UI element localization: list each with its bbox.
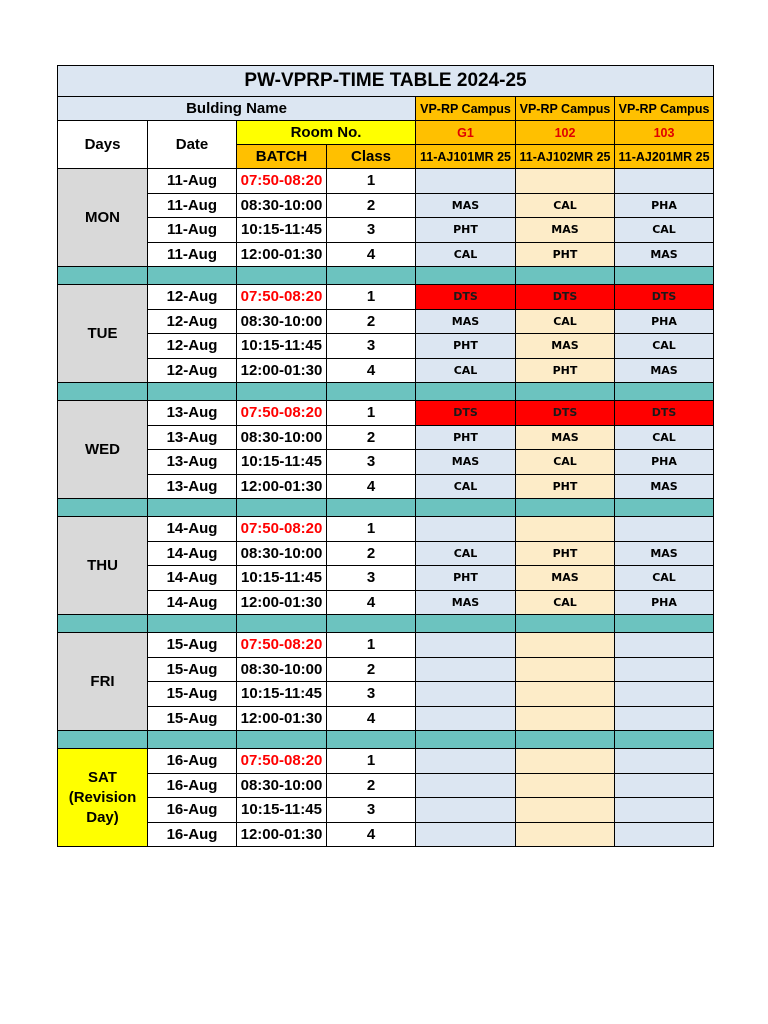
subject-cell: [416, 517, 516, 542]
campus-header: VP-RP Campus: [516, 97, 615, 121]
subject-cell: MAS: [416, 590, 516, 615]
day-name: TUE: [58, 285, 148, 383]
subject-cell: MAS: [516, 334, 615, 359]
subject-cell: DTS: [516, 285, 615, 310]
batch-code: 11-AJ201MR 25: [615, 145, 714, 169]
class-number-cell: 1: [327, 749, 416, 774]
date-cell: 12-Aug: [148, 334, 237, 359]
table-row: [58, 450, 714, 475]
time-slot-cell: 08:30-10:00: [237, 773, 327, 798]
table-row: [58, 242, 714, 267]
subject-cell: CAL: [615, 218, 714, 243]
time-slot-cell: 12:00-01:30: [237, 822, 327, 847]
batch-header: BATCH: [237, 145, 327, 169]
date-cell: 15-Aug: [148, 682, 237, 707]
day-name: THU: [58, 517, 148, 615]
subject-cell: [516, 657, 615, 682]
time-slot-cell: 10:15-11:45: [237, 334, 327, 359]
subject-cell: MAS: [516, 566, 615, 591]
time-slot-cell: 12:00-01:30: [237, 590, 327, 615]
separator-cell: [148, 499, 237, 517]
class-number-cell: 4: [327, 358, 416, 383]
separator-cell: [148, 383, 237, 401]
subject-cell: PHA: [615, 309, 714, 334]
subject-cell: MAS: [615, 358, 714, 383]
class-number-cell: 4: [327, 242, 416, 267]
subject-cell: [615, 749, 714, 774]
subject-cell: PHT: [516, 541, 615, 566]
subject-cell: DTS: [615, 401, 714, 426]
subject-cell: [615, 798, 714, 823]
separator-cell: [615, 267, 714, 285]
subject-cell: CAL: [516, 193, 615, 218]
class-number-cell: 1: [327, 633, 416, 658]
subject-cell: [516, 517, 615, 542]
subject-cell: CAL: [416, 358, 516, 383]
table-row: [58, 309, 714, 334]
subject-cell: CAL: [516, 450, 615, 475]
date-cell: 16-Aug: [148, 749, 237, 774]
table-row: [58, 517, 714, 542]
table-row: [58, 706, 714, 731]
subject-cell: [615, 773, 714, 798]
class-number-cell: 1: [327, 169, 416, 194]
date-cell: 11-Aug: [148, 242, 237, 267]
days-header: Days: [58, 121, 148, 169]
separator-cell: [516, 267, 615, 285]
subject-cell: CAL: [615, 566, 714, 591]
table-row: [58, 590, 714, 615]
time-slot-cell: 07:50-08:20: [237, 285, 327, 310]
subject-cell: DTS: [516, 401, 615, 426]
day-name: MON: [58, 169, 148, 267]
time-slot-cell: 10:15-11:45: [237, 450, 327, 475]
table-row: [58, 474, 714, 499]
table-row: [58, 425, 714, 450]
time-slot-cell: 08:30-10:00: [237, 309, 327, 334]
batch-code: 11-AJ102MR 25: [516, 145, 615, 169]
subject-cell: MAS: [615, 474, 714, 499]
class-number-cell: 3: [327, 450, 416, 475]
separator-cell: [416, 615, 516, 633]
separator-cell: [237, 267, 327, 285]
subject-cell: PHT: [416, 218, 516, 243]
subject-cell: CAL: [516, 590, 615, 615]
class-number-cell: 3: [327, 218, 416, 243]
separator-cell: [516, 499, 615, 517]
class-number-cell: 2: [327, 309, 416, 334]
subject-cell: MAS: [416, 193, 516, 218]
time-slot-cell: 10:15-11:45: [237, 682, 327, 707]
separator-cell: [237, 731, 327, 749]
campus-header: VP-RP Campus: [615, 97, 714, 121]
date-cell: 14-Aug: [148, 590, 237, 615]
date-cell: 14-Aug: [148, 566, 237, 591]
separator-cell: [327, 383, 416, 401]
separator-cell: [416, 499, 516, 517]
separator-cell: [148, 615, 237, 633]
table-row: [58, 285, 714, 310]
table-row: [58, 822, 714, 847]
time-slot-cell: 10:15-11:45: [237, 798, 327, 823]
subject-cell: MAS: [416, 309, 516, 334]
date-header: Date: [148, 121, 237, 169]
subject-cell: [615, 657, 714, 682]
separator-cell: [615, 383, 714, 401]
subject-cell: [416, 169, 516, 194]
date-cell: 11-Aug: [148, 169, 237, 194]
class-number-cell: 3: [327, 682, 416, 707]
separator-cell: [237, 615, 327, 633]
subject-cell: MAS: [615, 541, 714, 566]
campus-header: VP-RP Campus: [416, 97, 516, 121]
date-cell: 15-Aug: [148, 633, 237, 658]
class-number-cell: 3: [327, 798, 416, 823]
subject-cell: PHA: [615, 590, 714, 615]
date-cell: 16-Aug: [148, 773, 237, 798]
date-cell: 15-Aug: [148, 706, 237, 731]
class-number-cell: 1: [327, 285, 416, 310]
time-slot-cell: 07:50-08:20: [237, 517, 327, 542]
date-cell: 15-Aug: [148, 657, 237, 682]
day-name: FRI: [58, 633, 148, 731]
time-slot-cell: 10:15-11:45: [237, 218, 327, 243]
subject-cell: CAL: [615, 425, 714, 450]
subject-cell: PHT: [516, 474, 615, 499]
table-row: [58, 218, 714, 243]
subject-cell: [516, 169, 615, 194]
separator-cell: [516, 615, 615, 633]
table-row: [58, 334, 714, 359]
class-number-cell: 2: [327, 657, 416, 682]
day-separator: [58, 267, 714, 285]
class-number-cell: 2: [327, 773, 416, 798]
separator-cell: [416, 383, 516, 401]
subject-cell: DTS: [615, 285, 714, 310]
subject-cell: CAL: [615, 334, 714, 359]
separator-cell: [615, 615, 714, 633]
class-number-cell: 2: [327, 541, 416, 566]
day-separator: [58, 731, 714, 749]
subject-cell: PHA: [615, 193, 714, 218]
separator-cell: [516, 383, 615, 401]
subject-cell: PHT: [416, 566, 516, 591]
table-row: [58, 566, 714, 591]
table-row: [58, 401, 714, 426]
date-cell: 11-Aug: [148, 218, 237, 243]
table-row: [58, 773, 714, 798]
class-number-cell: 4: [327, 474, 416, 499]
subject-cell: [615, 822, 714, 847]
subject-cell: [416, 633, 516, 658]
time-slot-cell: 08:30-10:00: [237, 193, 327, 218]
subject-cell: CAL: [416, 242, 516, 267]
subject-cell: [516, 633, 615, 658]
timetable-body: [58, 169, 714, 847]
subject-cell: MAS: [516, 425, 615, 450]
table-row: [58, 749, 714, 774]
subject-cell: CAL: [416, 541, 516, 566]
room-code: G1: [416, 121, 516, 145]
class-number-cell: 3: [327, 566, 416, 591]
subject-cell: [516, 773, 615, 798]
time-slot-cell: 12:00-01:30: [237, 706, 327, 731]
time-slot-cell: 12:00-01:30: [237, 358, 327, 383]
table-row: [58, 633, 714, 658]
class-number-cell: 1: [327, 401, 416, 426]
subject-cell: [516, 682, 615, 707]
room-code: 103: [615, 121, 714, 145]
time-slot-cell: 07:50-08:20: [237, 401, 327, 426]
table-row: [58, 798, 714, 823]
class-number-cell: 2: [327, 425, 416, 450]
date-cell: 12-Aug: [148, 309, 237, 334]
class-number-cell: 3: [327, 334, 416, 359]
day-separator: [58, 383, 714, 401]
subject-cell: MAS: [416, 450, 516, 475]
separator-cell: [416, 267, 516, 285]
subject-cell: DTS: [416, 285, 516, 310]
separator-cell: [58, 267, 148, 285]
time-slot-cell: 12:00-01:30: [237, 474, 327, 499]
date-cell: 16-Aug: [148, 822, 237, 847]
subject-cell: [416, 749, 516, 774]
date-cell: 16-Aug: [148, 798, 237, 823]
time-slot-cell: 10:15-11:45: [237, 566, 327, 591]
subject-cell: PHT: [416, 425, 516, 450]
separator-cell: [148, 731, 237, 749]
subject-cell: [416, 682, 516, 707]
separator-cell: [327, 499, 416, 517]
table-row: [58, 657, 714, 682]
subject-cell: CAL: [416, 474, 516, 499]
subject-cell: [416, 798, 516, 823]
class-number-cell: 4: [327, 706, 416, 731]
date-cell: 13-Aug: [148, 401, 237, 426]
building-name-label: Bulding Name: [58, 97, 416, 121]
subject-cell: [416, 773, 516, 798]
date-cell: 12-Aug: [148, 285, 237, 310]
subject-cell: [615, 517, 714, 542]
day-name: SAT (Revision Day): [58, 749, 148, 847]
timetable: [57, 65, 714, 847]
subject-cell: PHT: [516, 358, 615, 383]
date-cell: 11-Aug: [148, 193, 237, 218]
subject-cell: [615, 706, 714, 731]
class-header: Class: [327, 145, 416, 169]
subject-cell: [615, 682, 714, 707]
subject-cell: [516, 749, 615, 774]
separator-cell: [237, 383, 327, 401]
date-cell: 12-Aug: [148, 358, 237, 383]
date-cell: 13-Aug: [148, 425, 237, 450]
table-row: [58, 358, 714, 383]
date-cell: 14-Aug: [148, 517, 237, 542]
separator-cell: [58, 731, 148, 749]
batch-code: 11-AJ101MR 25: [416, 145, 516, 169]
subject-cell: MAS: [516, 218, 615, 243]
subject-cell: PHT: [516, 242, 615, 267]
subject-cell: [615, 169, 714, 194]
subject-cell: [416, 706, 516, 731]
separator-cell: [327, 615, 416, 633]
date-cell: 13-Aug: [148, 474, 237, 499]
separator-cell: [327, 267, 416, 285]
class-number-cell: 1: [327, 517, 416, 542]
subject-cell: [516, 798, 615, 823]
room-no-header: Room No.: [237, 121, 416, 145]
class-number-cell: 4: [327, 590, 416, 615]
class-number-cell: 4: [327, 822, 416, 847]
table-row: [58, 193, 714, 218]
time-slot-cell: 12:00-01:30: [237, 242, 327, 267]
day-name: WED: [58, 401, 148, 499]
time-slot-cell: 08:30-10:00: [237, 657, 327, 682]
day-separator: [58, 499, 714, 517]
separator-cell: [615, 499, 714, 517]
separator-cell: [327, 731, 416, 749]
time-slot-cell: 07:50-08:20: [237, 749, 327, 774]
separator-cell: [58, 615, 148, 633]
separator-cell: [615, 731, 714, 749]
table-row: [58, 169, 714, 194]
subject-cell: PHT: [416, 334, 516, 359]
date-cell: 13-Aug: [148, 450, 237, 475]
time-slot-cell: 08:30-10:00: [237, 425, 327, 450]
separator-cell: [148, 267, 237, 285]
room-code: 102: [516, 121, 615, 145]
time-slot-cell: 08:30-10:00: [237, 541, 327, 566]
page-title: PW-VPRP-TIME TABLE 2024-25: [58, 66, 714, 97]
table-row: [58, 682, 714, 707]
class-number-cell: 2: [327, 193, 416, 218]
date-cell: 14-Aug: [148, 541, 237, 566]
separator-cell: [516, 731, 615, 749]
subject-cell: DTS: [416, 401, 516, 426]
subject-cell: MAS: [615, 242, 714, 267]
table-row: [58, 541, 714, 566]
separator-cell: [58, 499, 148, 517]
subject-cell: CAL: [516, 309, 615, 334]
time-slot-cell: 07:50-08:20: [237, 169, 327, 194]
subject-cell: [516, 706, 615, 731]
subject-cell: [416, 822, 516, 847]
separator-cell: [416, 731, 516, 749]
subject-cell: [516, 822, 615, 847]
subject-cell: [615, 633, 714, 658]
day-separator: [58, 615, 714, 633]
separator-cell: [58, 383, 148, 401]
time-slot-cell: 07:50-08:20: [237, 633, 327, 658]
subject-cell: [416, 657, 516, 682]
subject-cell: PHA: [615, 450, 714, 475]
separator-cell: [237, 499, 327, 517]
